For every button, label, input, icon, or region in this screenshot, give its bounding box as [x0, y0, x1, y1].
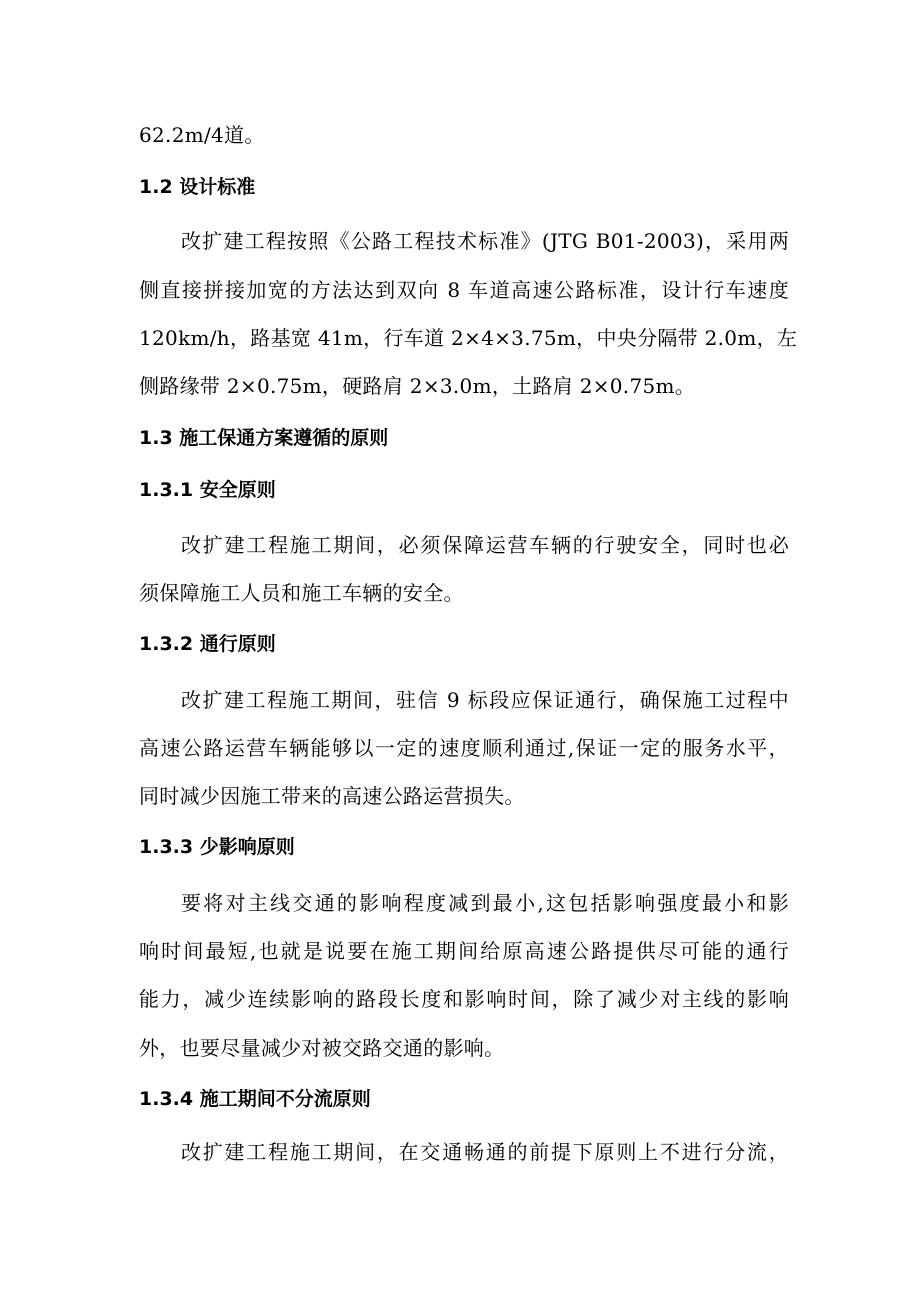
paragraph-line: 要将对主线交通的影响程度减到最小,这包括影响强度最小和影	[181, 891, 789, 915]
paragraph-line: 高速公路运营车辆能够以一定的速度顺利通过,保证一定的服务水平，	[139, 736, 789, 760]
paragraph-line: 同时减少因施工带来的高速公路运营损失。	[139, 784, 525, 808]
paragraph-line: 须保障施工人员和施工车辆的安全。	[139, 581, 464, 605]
paragraph-line: 外，也要尽量减少对被交路交通的影响。	[139, 1036, 505, 1060]
paragraph-line: 能力，减少连续影响的路段长度和影响时间，除了减少对主线的影响	[139, 987, 789, 1011]
section-heading-1-3-3: 1.3.3 少影响原则	[139, 836, 295, 858]
paragraph-line: 改扩建工程施工期间，驻信 9 标段应保证通行，确保施工过程中	[181, 688, 789, 712]
section-heading-1-3-1: 1.3.1 安全原则	[139, 479, 276, 501]
section-heading-1-3-2: 1.3.2 通行原则	[139, 633, 276, 655]
section-heading-1-3: 1.3 施工保通方案遵循的原则	[139, 427, 389, 449]
paragraph-line: 120km/h，路基宽 41m，行车道 2×4×3.75m，中央分隔带 2.0m，左	[139, 326, 798, 350]
section-heading-1-2: 1.2 设计标准	[139, 176, 256, 198]
section-heading-1-3-4: 1.3.4 施工期间不分流原则	[139, 1088, 371, 1110]
paragraph-line: 侧直接拼接加宽的方法达到双向 8 车道高速公路标准，设计行车速度	[139, 278, 789, 302]
paragraph-line: 改扩建工程施工期间，必须保障运营车辆的行驶安全，同时也必	[181, 533, 789, 557]
paragraph-line: 改扩建工程施工期间，在交通畅通的前提下原则上不进行分流，	[181, 1140, 789, 1164]
paragraph-line: 响时间最短,也就是说要在施工期间给原高速公路提供尽可能的通行	[139, 939, 789, 963]
continuation-text: 62.2m/4道。	[139, 123, 265, 147]
paragraph-line: 侧路缘带 2×0.75m，硬路肩 2×3.0m，土路肩 2×0.75m。	[139, 374, 696, 398]
paragraph-line: 改扩建工程按照《公路工程技术标准》(JTG B01-2003)，采用两	[181, 229, 789, 253]
